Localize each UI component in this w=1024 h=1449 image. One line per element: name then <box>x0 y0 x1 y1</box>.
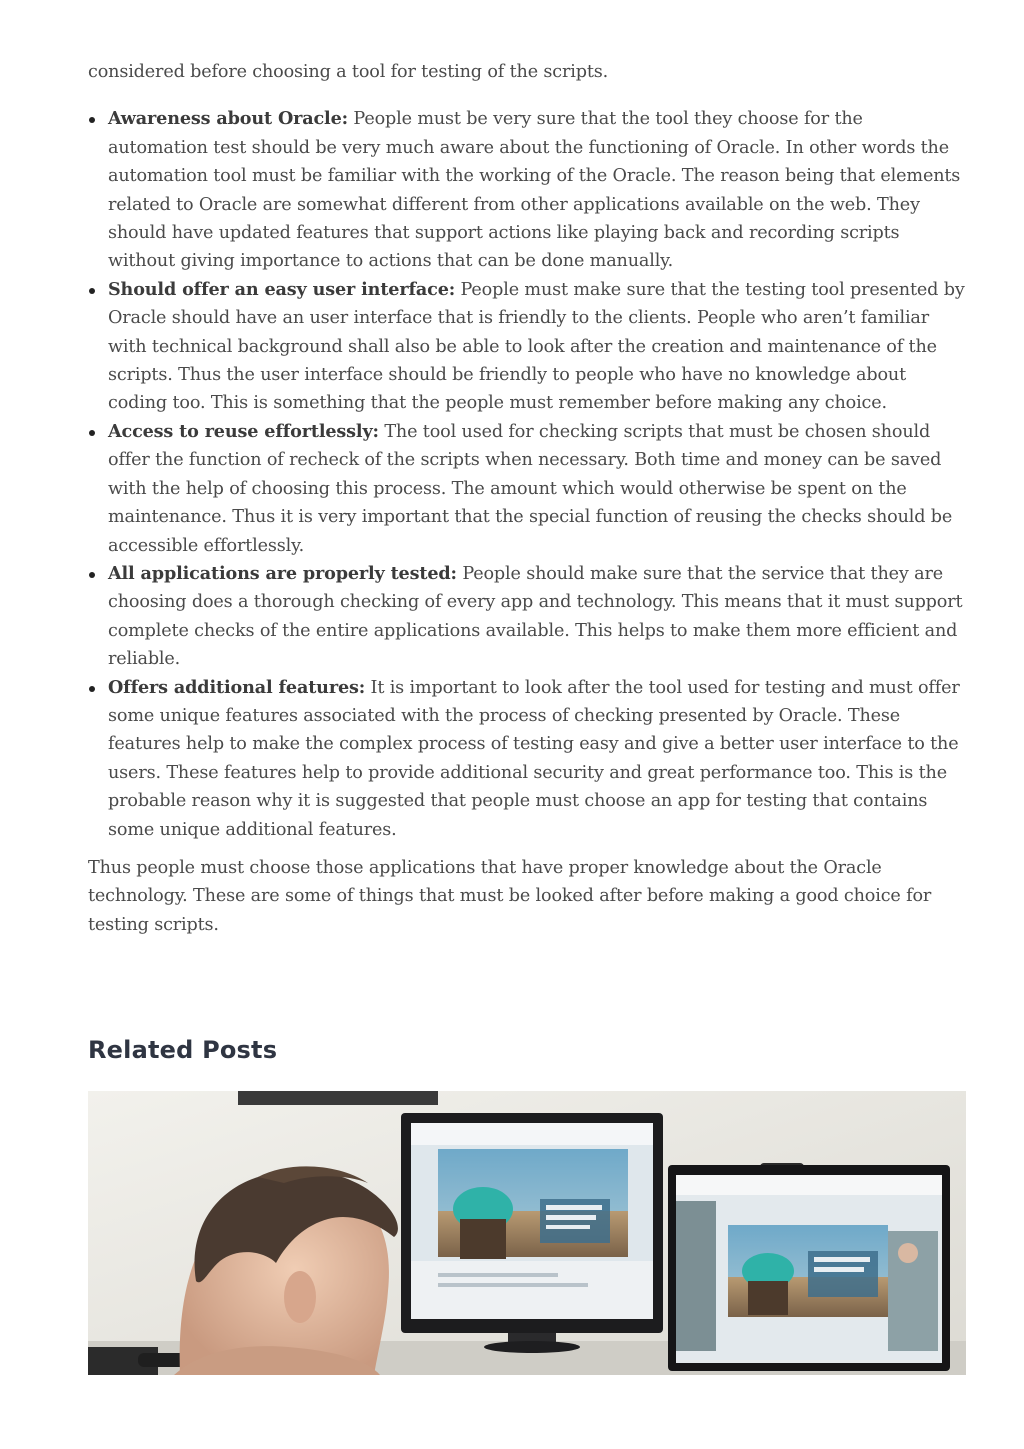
list-item-term: Should offer an easy user interface: <box>108 278 456 300</box>
related-posts-heading: Related Posts <box>88 1036 278 1064</box>
list-item-term: Awareness about Oracle: <box>108 108 348 130</box>
list-item <box>88 276 968 418</box>
list-item-text: It is important to look after the tool used for testing and must offer some unique features associated with the process of checking presented by Oracle. These features help to make the complex process of testing easy and give a better user interface to the users. These features help to provide additional security and great performance too. This is the probable reason why it is suggested that people must choose an app for testing that contains some unique additional features. <box>108 677 960 840</box>
man-at-computer-monitors-photo-icon <box>88 1091 966 1375</box>
list-item-term: Access to reuse effortlessly: <box>108 420 379 442</box>
related-post-image[interactable] <box>88 1091 966 1375</box>
article-body <box>88 58 968 939</box>
list-item-text: People must make sure that the testing tool presented by Oracle should have an user interface that is friendly to the clients. People who aren’t familiar with technical background shall also be able to look after the creation and maintenance of the scripts. Thus the user interface should be friendly to people who have no knowledge about coding too. This is something that the people must remember before making any choice. <box>108 279 965 414</box>
list-item-text: The tool used for checking scripts that must be chosen should offer the function of recheck of the scripts when necessary. Both time and money can be saved with the help of choosing this process. The amount which would otherwise be spent on the maintenance. Thus it is very important that the special function of reusing the checks should be accessible effortlessly. <box>108 421 953 556</box>
list-item <box>88 560 968 674</box>
list-item-term: All applications are properly tested: <box>108 562 457 584</box>
requirements-list <box>88 105 968 844</box>
list-item <box>88 418 968 560</box>
list-item-term: Offers additional features: <box>108 676 366 698</box>
list-item-text: People should make sure that the service that they are choosing does a thorough checking of every app and technology. This means that it must support complete checks of the entire applications available. This helps to make them more efficient and reliable. <box>108 563 963 670</box>
conclusion-paragraph: Thus people must choose those applications that have proper knowledge about the Oracle technology. These are some of things that must be looked after before making a good choice for testing scripts. <box>88 857 932 935</box>
list-item <box>88 105 968 275</box>
list-item-text: People must be very sure that the tool they choose for the automation test should be very much aware about the functioning of Oracle. In other words the automation tool must be familiar with the working of the Oracle. The reason being that elements related to Oracle are somewhat different from other applications available on the web. They should have updated features that support actions like playing back and recording scripts without giving importance to actions that can be done manually. <box>108 109 961 272</box>
intro-paragraph: considered before choosing a tool for testing of the scripts. <box>88 62 609 82</box>
list-item <box>88 674 968 844</box>
